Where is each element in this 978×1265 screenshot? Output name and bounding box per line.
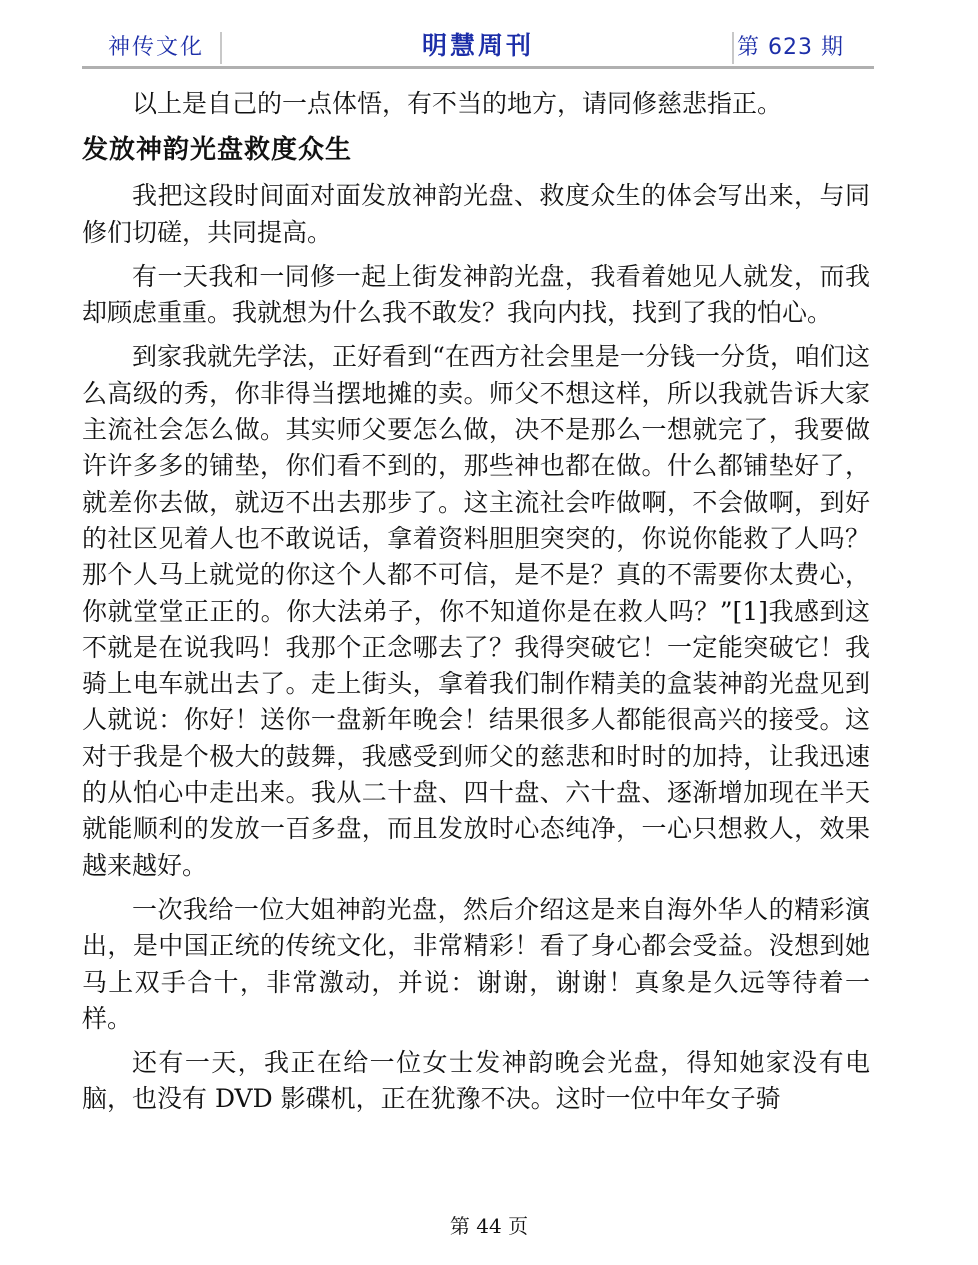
paragraph-2: 有一天我和一同修一起上街发神韵光盘，我看着她见人就发，而我却顾虑重重。我就想为什么我不敢发？我向内找，找到了我的怕心。 bbox=[82, 261, 870, 328]
header-divider-right bbox=[732, 32, 734, 64]
header-publication-title: 明慧周刊 bbox=[421, 31, 534, 60]
header-section-label: 神传文化 bbox=[108, 35, 205, 60]
page-header bbox=[82, 28, 874, 68]
intro-paragraph: 以上是自己的一点体悟，有不当的地方，请同修慈悲指正。 bbox=[132, 89, 783, 118]
header-rule bbox=[82, 66, 874, 69]
article-body bbox=[82, 86, 870, 1126]
paragraph-1: 我把这段时间面对面发放神韵光盘、救度众生的体会写出来，与同修们切磋，共同提高。 bbox=[82, 181, 870, 247]
paragraph-3: 到家我就先学法，正好看到“在西方社会里是一分钱一分货，咱们这么高级的秀，你非得当摆地摊的卖。师父不想这样，所以我就告诉大家主流社会怎么做。其实师父要怎么做，决不是那么一想就完了，我要做许许多多的铺垫，你们看不到的，那些神也都在做。什么都铺垫好了，就差你去做，就迈不出去那步了。这主流社会咋做啊，不会做啊，到好的社区见着人也不敢说话，拿着资料胆胆突突的，你说你能救了人吗？那个人马上就觉的你这个人都不可信，是不是？真的不需要你太费心，你就堂堂正正的。你大法弟子，你不知道你是在救人吗？”[1]我感到这不就是在说我吗！我那个正念哪去了？我得突破它！一定能突破它！我骑上电车就出去了。走上街头，拿着我们制作精美的盒装神韵光盘见到人就说：你好！送你一盘新年晚会！结果很多人都能很高兴的接受。这对于我是个极大的鼓舞，我感受到师父的慈悲和时时的加持，让我迅速的从怕心中走出来。我从二十盘、四十盘、六十盘、逐渐增加现在半天就能顺利的发放一百多盘，而且发放时心态纯净，一心只想救人，效果越来越好。 bbox=[82, 342, 870, 880]
paragraph-4: 一次我给一位大姐神韵光盘，然后介绍这是来自海外华人的精彩演出，是中国正统的传统文化，非常精彩！看了身心都会受益。没想到她马上双手合十，非常激动，并说：谢谢，谢谢！真象是久远等待着一样。 bbox=[82, 894, 870, 1033]
paragraph-5: 还有一天，我正在给一位女士发神韵晚会光盘，得知她家没有电脑，也没有 DVD 影碟机，正在犹豫不决。这时一位中年女子骑 bbox=[82, 1048, 870, 1114]
header-issue-number: 第 623 期 bbox=[737, 35, 844, 60]
section-title: 发放神韵光盘救度众生 bbox=[82, 135, 353, 166]
page-number: 第 44 页 bbox=[449, 1214, 529, 1238]
